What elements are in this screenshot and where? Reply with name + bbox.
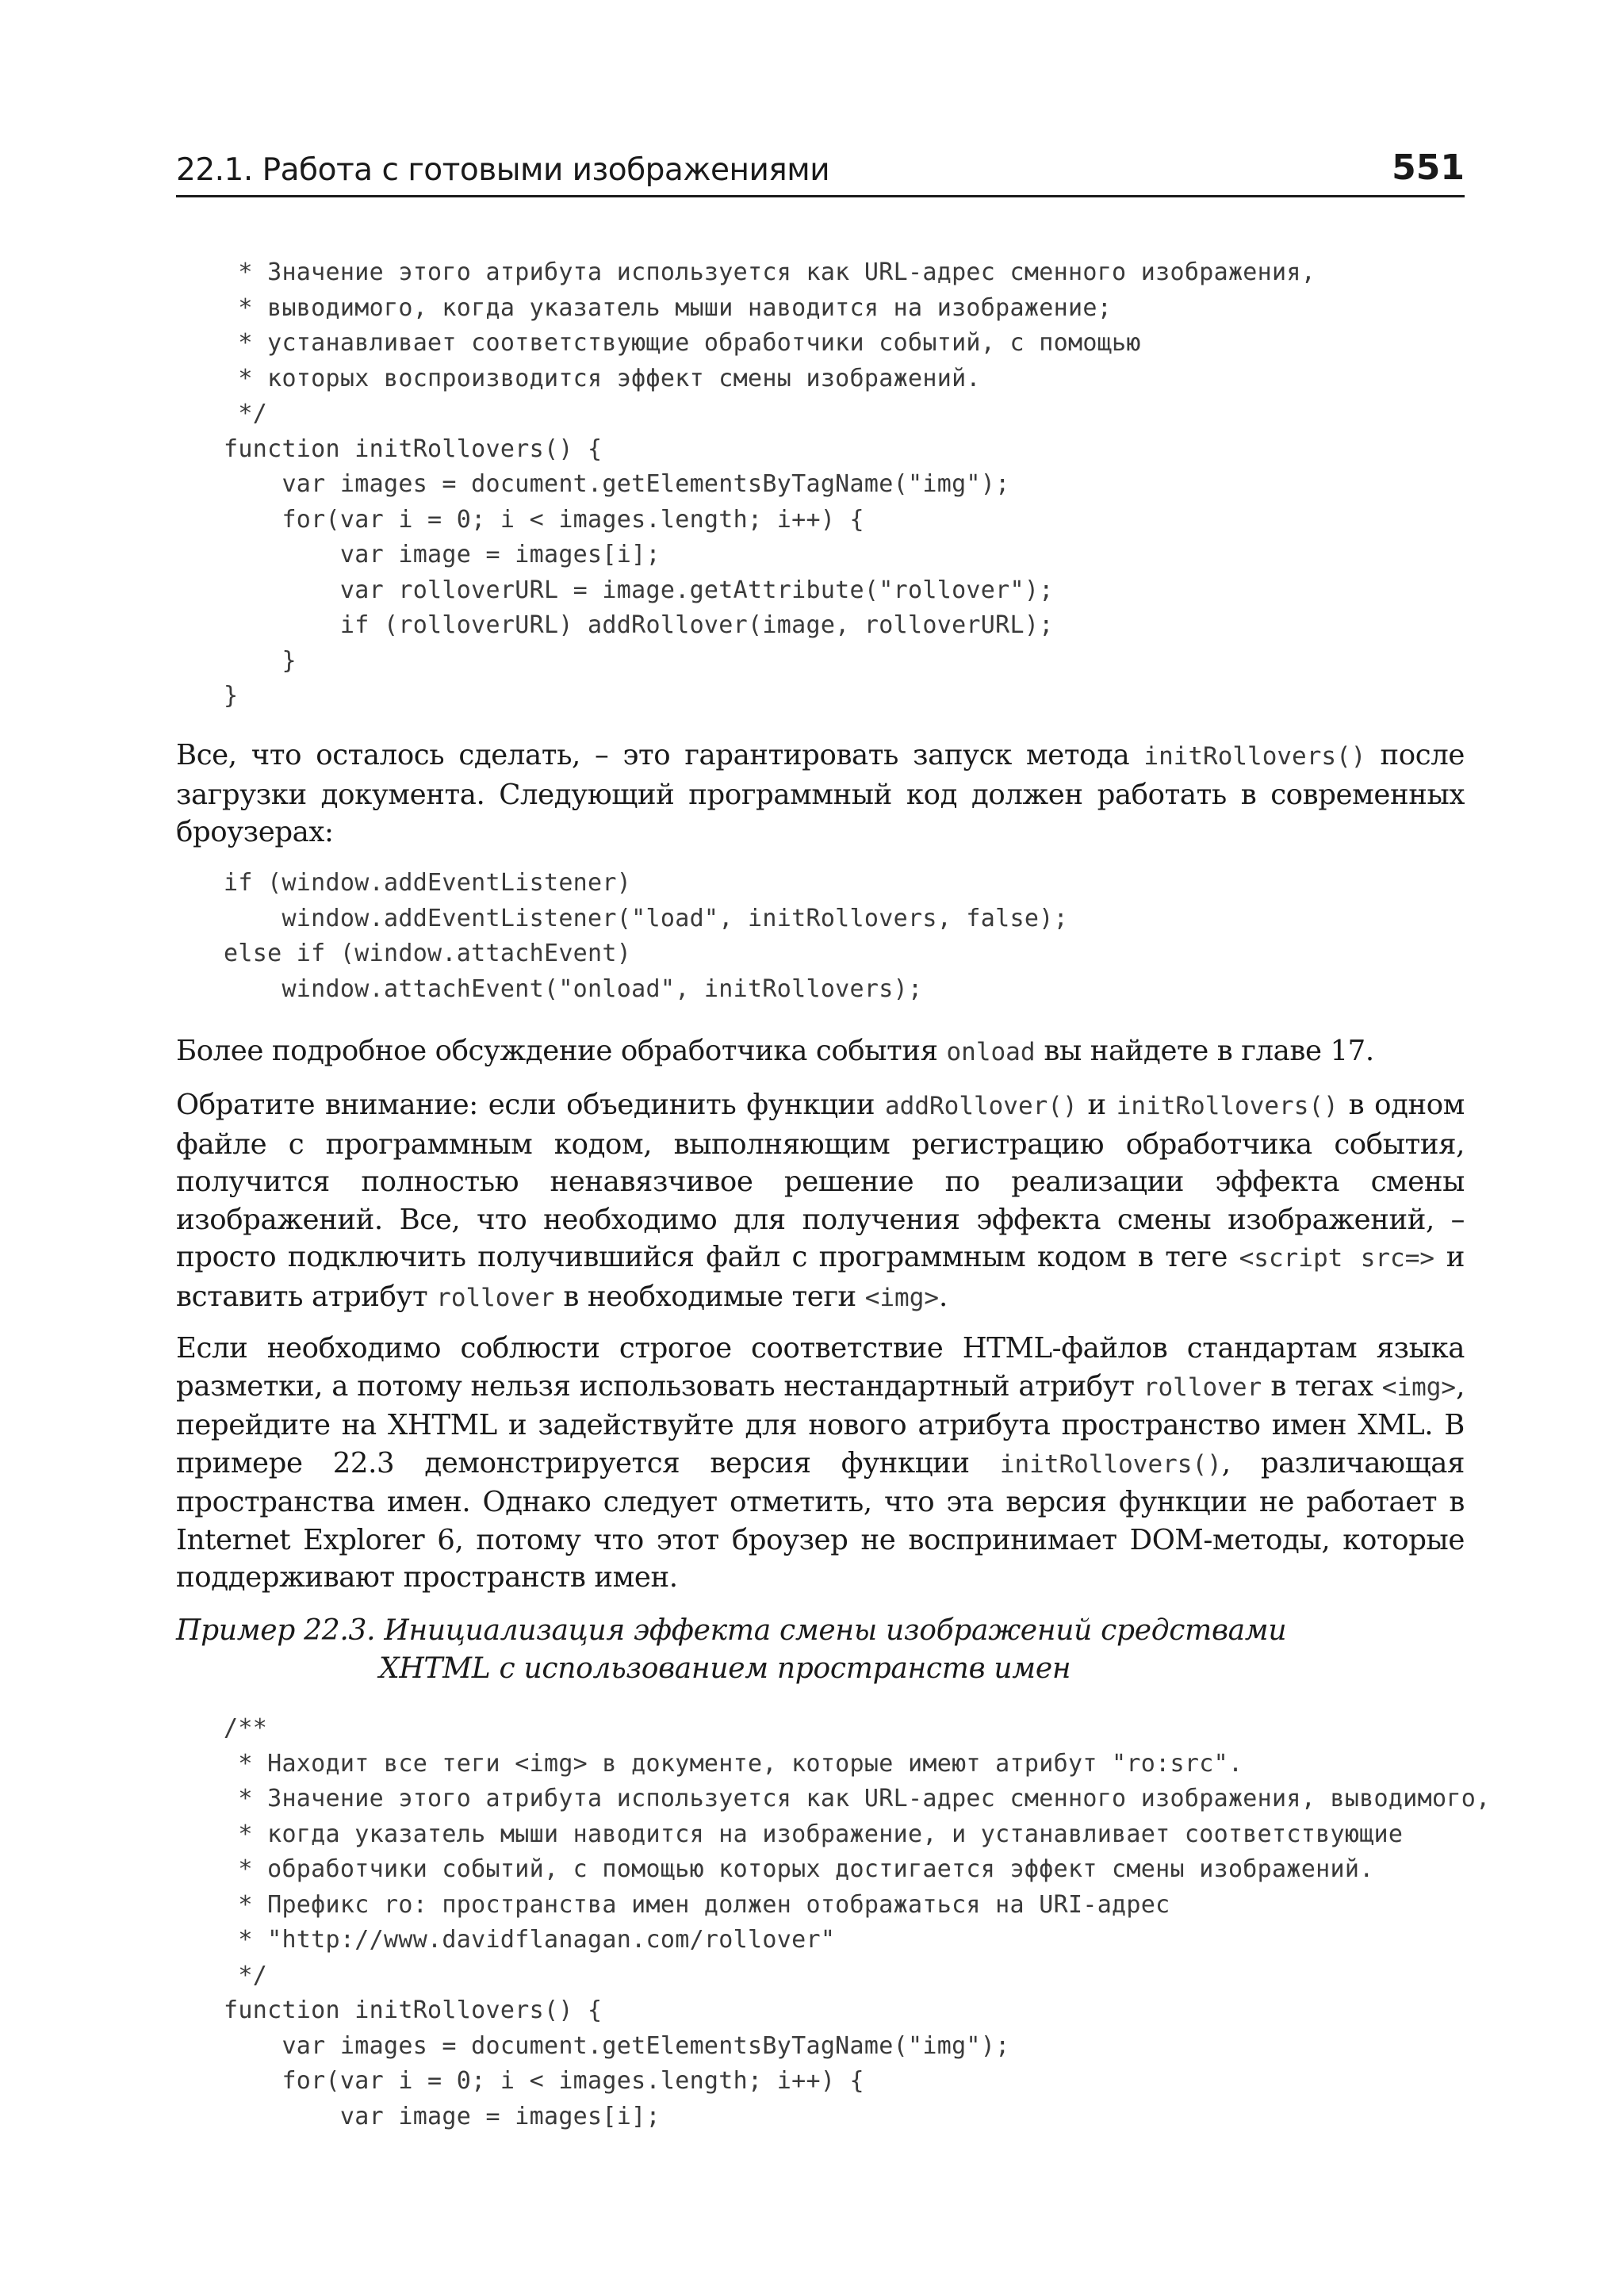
page-number: 551	[1392, 147, 1465, 188]
inline-code: initRollovers()	[1116, 1092, 1339, 1120]
paragraph-xhtml-namespaces: Если необходимо соблюсти строгое соответствие HTML-файлов стандартам языка разметки, а потому нельзя использовать нестандартный атрибут rollover в тегах <img>, перейдите на XHTML и задействуйте для нового атрибута пространство имен XML. В примере 22.3 демонстрируется версия функции initRollovers(), различающая пространства имен. Однако следует отметить, что эта версия функции не работает в Internet Explorer 6, потому что этот броузер не воспринимает DOM-методы, которые поддерживают пространств имен.	[176, 1332, 1465, 1594]
inline-code: <script src=>	[1239, 1244, 1435, 1273]
section-title: 22.1. Работа с готовыми изображениями	[176, 152, 830, 188]
example-caption	[176, 1612, 1465, 1688]
inline-code: rollover	[1143, 1372, 1262, 1402]
code-listing-event-registration: if (window.addEventListener) window.addEventListener("load", initRollovers, false); else if (window.attachEvent) window.attachEvent("onload", initRollovers);	[224, 869, 1068, 1003]
inline-code: <img>	[864, 1283, 940, 1312]
inline-code: initRollovers()	[999, 1449, 1222, 1479]
paragraph-run-initrollovers: Все, что осталось сделать, – это гарантировать запуск метода initRollovers() после загрузки документа. Следующий программный код должен работать в современных броузерах:	[176, 739, 1465, 848]
inline-code: initRollovers()	[1143, 742, 1366, 771]
running-head	[176, 147, 1465, 197]
inline-code: rollover	[436, 1283, 555, 1312]
code-listing-initrollovers-end: * Значение этого атрибута используется как URL-адрес сменного изображения, * выводимого, когда указатель мыши наводится на изображение; * устанавливает соответствующие обработчики событий, с помощью * которых воспроизводится эффект смены изображений. */ function initRollovers() { var images = document.getElementsByTagName("img"); for(var i = 0; i < images.length; i++) { var image = images[i]; var rolloverURL = image.getAttribute("rollover"); if (rolloverURL) addRollover(image, rolloverURL); } }	[224, 258, 1316, 710]
example-caption-line-1: Пример 22.3. Инициализация эффекта смены изображений средствами	[176, 1614, 1287, 1647]
code-listing-example-22-3: /** * Находит все теги <img> в документе, которые имеют атрибут "ro:src". * Значение этого атрибута используется как URL-адрес сменного изображения, выводимого, * когда указатель мыши наводится на изображение, и устанавливает соответствующие * обработчики событий, с помощью которых достигается эффект смены изображений. * Префикс ro: пространства имен должен отображаться на URI-адрес * "http://www.davidflanagan.com/rollover" */ function initRollovers() { var images = document.getElementsByTagName("img"); for(var i = 0; i < images.length; i++) { var image = images[i];	[224, 1714, 1491, 2130]
paragraph-unobtrusive-solution: Обратите внимание: если объединить функции addRollover() и initRollovers() в одном файле с программным кодом, выполняющим регистрацию обработчика события, получится полностью ненавязчивое решение по реализации эффекта смены изображений. Все, что необходимо для получения эффекта смены изображений, –просто подключить получившийся файл с программным кодом в теге <script src=> и вставить атрибут rollover в необходимые теги <img>.	[176, 1089, 1465, 1313]
inline-code: addRollover()	[885, 1092, 1078, 1120]
example-caption-line-2: XHTML с использованием пространств имен	[379, 1652, 1071, 1685]
inline-code: onload	[946, 1038, 1036, 1066]
inline-code: <img>	[1381, 1372, 1457, 1402]
paragraph-onload-reference: Более подробное обсуждение обработчика события onload вы найдете в главе 17.	[176, 1035, 1374, 1067]
